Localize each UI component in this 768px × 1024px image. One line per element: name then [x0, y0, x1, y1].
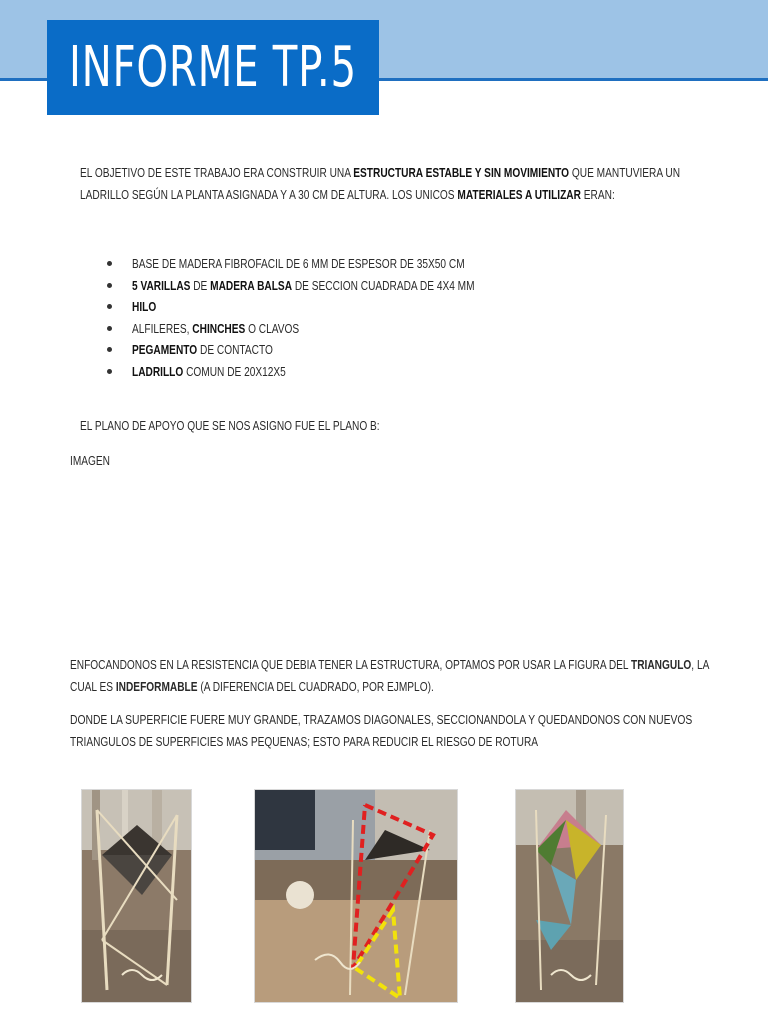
page-title: INFORME TP.5	[69, 35, 357, 100]
para-text: ENFOCANDONOS EN LA RESISTENCIA QUE DEBIA TENER LA ESTRUCTURA, OPTAMOS POR USAR LA FIGURA DEL	[70, 657, 632, 672]
bullet-icon	[107, 347, 112, 352]
para-line: DONDE LA SUPERFICIE FUERE MUY GRANDE, TRAZAMOS DIAGONALES, SECCIONANDOLA Y QUEDANDONOS CON NUEVOS	[70, 712, 693, 727]
intro-text: QUE MANTUVIERA UN	[569, 165, 681, 180]
item-bold: HILO	[132, 299, 157, 314]
item-text: BASE DE MADERA FIBROFACIL DE 6 MM DE ESPESOR DE 35X50 CM	[132, 256, 465, 271]
bullet-icon	[107, 369, 112, 374]
item-text: DE CONTACTO	[197, 342, 273, 357]
item-bold: 5 VARILLAS	[132, 277, 191, 293]
intro-line-2	[80, 184, 615, 206]
item-text: O CLAVOS	[245, 320, 300, 336]
item-bold: MADERA BALSA	[210, 277, 293, 293]
photo-structure-3-colored	[515, 789, 624, 1003]
para-text: , LA	[691, 657, 710, 672]
item-bold: PEGAMENTO	[132, 342, 198, 357]
paragraph-triangulo	[70, 654, 710, 698]
item-bold: LADRILLO	[132, 363, 184, 379]
bullet-icon	[107, 261, 112, 266]
intro-text: EL OBJETIVO DE ESTE TRABAJO ERA CONSTRUIR UNA	[80, 165, 354, 180]
para-line: TRIANGULOS DE SUPERFICIES MAS PEQUENAS; ESTO PARA REDUCIR EL RIESGO DE ROTURA	[70, 734, 539, 749]
intro-line-1	[80, 162, 680, 184]
bullet-icon	[107, 304, 112, 309]
item-text: DE SECCION CUADRADA DE 4X4 MM	[292, 277, 475, 293]
paragraph-diagonales	[70, 709, 693, 753]
para-bold: TRIANGULO	[631, 657, 692, 672]
intro-bold: MATERIALES A UTILIZAR	[457, 187, 581, 202]
title-box	[47, 20, 379, 115]
bullet-icon	[107, 283, 112, 288]
para-bold: INDEFORMABLE	[115, 679, 198, 694]
photo-structure-1	[81, 789, 192, 1003]
para-line	[70, 654, 710, 676]
plano-text: EL PLANO DE APOYO QUE SE NOS ASIGNO FUE EL PLANO B:	[80, 418, 380, 433]
photo-structure-2-highlighted	[254, 789, 458, 1003]
intro-text: ERAN:	[580, 187, 615, 202]
item-text: COMUN DE 20X12X5	[183, 363, 286, 379]
intro-bold: ESTRUCTURA ESTABLE Y SIN MOVIMIENTO	[353, 165, 570, 180]
bullet-icon	[107, 326, 112, 331]
item-text: DE	[190, 277, 211, 293]
para-text: CUAL ES	[70, 679, 116, 694]
para-line	[70, 676, 530, 698]
imagen-placeholder-text: IMAGEN	[70, 453, 111, 468]
para-text: (A DIFERENCIA DEL CUADRADO, POR EJMPLO).	[197, 679, 434, 694]
intro-text: LADRILLO SEGÚN LA PLANTA ASIGNADA Y A 30 CM DE ALTURA. LOS UNICOS	[80, 187, 458, 202]
item-text: ALFILERES,	[132, 320, 193, 336]
item-bold: CHINCHES	[192, 320, 246, 336]
